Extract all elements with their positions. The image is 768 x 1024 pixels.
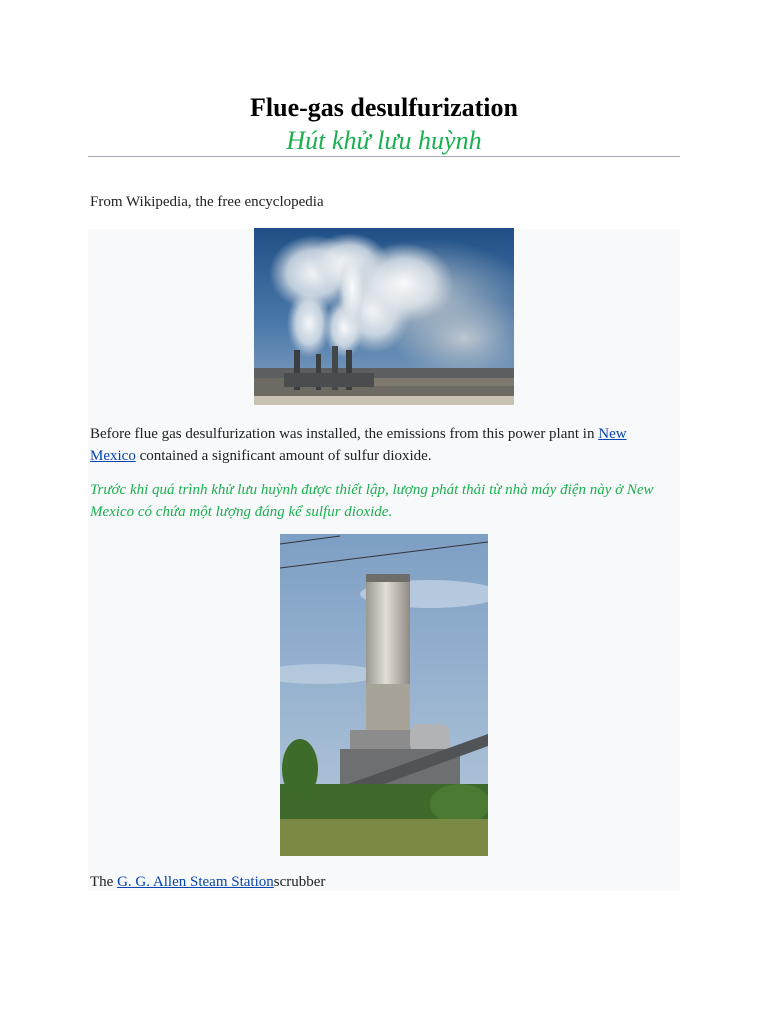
title-divider (88, 156, 680, 157)
figure1-caption (90, 423, 670, 467)
figure2-caption-text-end: scrubber (273, 874, 326, 890)
source-note: From Wikipedia, the free encyclopedia (90, 194, 324, 210)
figure1-caption-text-end: contained a significant amount of sulfur dioxide. (135, 448, 432, 464)
page-title-vietnamese: Hút khử lưu huỳnh (286, 126, 482, 155)
new-mexico-link[interactable]: New Mexico (90, 426, 627, 464)
allen-steam-station-link[interactable]: G. G. Allen Steam Station (117, 874, 274, 890)
figure2-caption (90, 871, 670, 893)
figure1-caption-text: Before flue gas desulfurization was installed, the emissions from this power plant in (90, 426, 599, 442)
power-plant-smoke-photo (254, 228, 514, 405)
figure2-caption-text: The (90, 874, 118, 890)
page-title: Flue-gas desulfurization (250, 93, 518, 122)
figure1-caption-vietnamese: Trước khi quá trình khử lưu huỳnh được thiết lập, lượng phát thải từ nhà máy điện này ở New Mexico có chứa một lượng đáng kể sulfur dioxide. (90, 482, 654, 520)
scrubber-tower-photo (280, 534, 488, 856)
